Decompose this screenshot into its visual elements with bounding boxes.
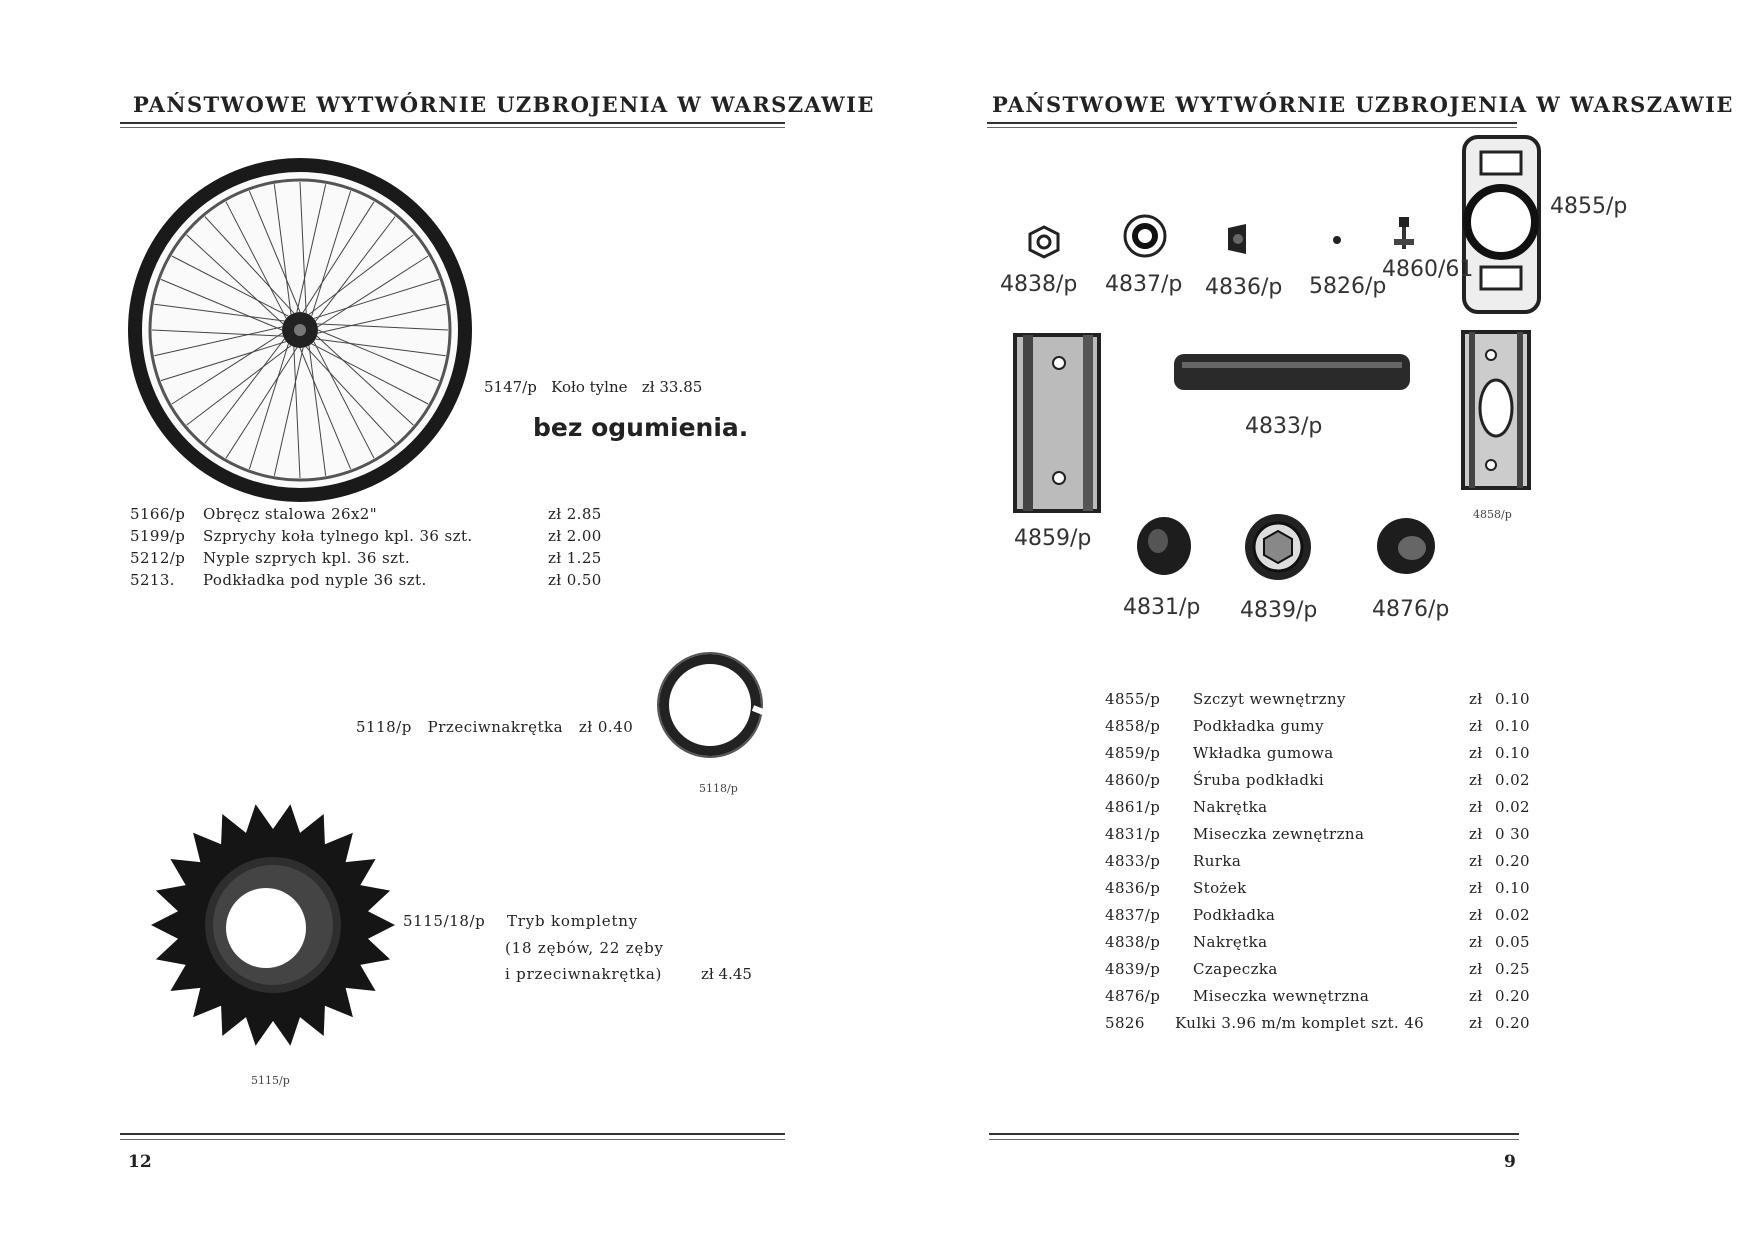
- footer-rule-thin: [989, 1139, 1519, 1140]
- part-4860-bolt-illustration: [1390, 215, 1418, 257]
- part-4831-cup-illustration: [1134, 515, 1194, 577]
- part-code: 5212/p: [130, 549, 186, 567]
- right-part-row: [1105, 744, 1535, 766]
- part-code: 4858/p: [1105, 717, 1161, 735]
- label-4876: 4876/p: [1372, 597, 1450, 622]
- label-4831: 4831/p: [1123, 595, 1201, 620]
- part-currency: zł: [1469, 798, 1483, 816]
- wheel-price: zł 33.85: [641, 378, 703, 396]
- part-price: 0.10: [1495, 879, 1530, 897]
- label-4838: 4838/p: [1000, 272, 1078, 297]
- left-part-row: [130, 527, 630, 547]
- part-4836-cone-illustration: [1222, 222, 1252, 256]
- left-part-row: [130, 571, 630, 591]
- part-code: 4831/p: [1105, 825, 1161, 843]
- freewheel-image-label: 5115/p: [251, 1074, 290, 1087]
- label-5826: 5826/p: [1309, 274, 1387, 299]
- right-page-number: 9: [1504, 1152, 1516, 1172]
- part-desc: Miseczka zewnętrzna: [1193, 825, 1365, 843]
- part-4837-washer-illustration: [1121, 212, 1169, 260]
- wheel-caption: [484, 378, 702, 396]
- label-4859: 4859/p: [1014, 526, 1092, 551]
- right-part-row: [1105, 879, 1535, 901]
- part-currency: zł: [1469, 906, 1483, 924]
- part-code: 4876/p: [1105, 987, 1161, 1005]
- freewheel-line2: (18 zębów, 22 zęby: [505, 939, 664, 957]
- part-desc: Rurka: [1193, 852, 1242, 870]
- part-price: 0 30: [1495, 825, 1530, 843]
- footer-rule: [989, 1133, 1519, 1135]
- right-part-row: [1105, 771, 1535, 793]
- part-code: 4833/p: [1105, 852, 1161, 870]
- footer-rule: [120, 1133, 785, 1135]
- label-4858: 4858/p: [1473, 508, 1512, 521]
- part-desc: Kulki 3.96 m/m komplet szt. 46: [1175, 1014, 1425, 1032]
- label-4839: 4839/p: [1240, 598, 1318, 623]
- part-code: 4837/p: [1105, 906, 1161, 924]
- part-desc: Podkładka gumy: [1193, 717, 1324, 735]
- right-part-row: [1105, 852, 1535, 874]
- part-desc: Szprychy koła tylnego kpl. 36 szt.: [203, 527, 473, 545]
- right-page-header: PAŃSTWOWE WYTWÓRNIE UZBROJENIA W WARSZAWIE: [992, 92, 1734, 117]
- part-4833-tube-illustration: [1172, 350, 1412, 394]
- freewheel-line3: i przeciwnakrętka): [505, 965, 663, 983]
- part-price: zł 1.25: [548, 549, 602, 567]
- part-currency: zł: [1469, 744, 1483, 762]
- wheel-name: Koło tylne: [551, 378, 628, 396]
- locknut-name: Przeciwnakrętka: [427, 718, 564, 736]
- part-desc: Obręcz stalowa 26x2": [203, 505, 378, 523]
- part-price: 0.20: [1495, 852, 1530, 870]
- right-part-row: [1105, 933, 1535, 955]
- part-desc: Czapeczka: [1193, 960, 1278, 978]
- part-code: 5826: [1105, 1014, 1145, 1032]
- locknut-illustration: [655, 650, 765, 760]
- right-part-row: [1105, 1014, 1535, 1036]
- left-part-row: [130, 505, 630, 525]
- locknut-image-label: 5118/p: [699, 782, 738, 795]
- part-desc: Miseczka wewnętrzna: [1193, 987, 1370, 1005]
- label-4836: 4836/p: [1205, 275, 1283, 300]
- part-4855-illustration: [1454, 132, 1549, 317]
- left-page-number: 12: [128, 1152, 152, 1172]
- part-desc: Podkładka: [1193, 906, 1276, 924]
- part-price: 0.02: [1495, 798, 1530, 816]
- part-desc: Wkładka gumowa: [1193, 744, 1334, 762]
- right-part-row: [1105, 960, 1535, 982]
- part-price: 0.02: [1495, 906, 1530, 924]
- part-5826-ball-illustration: [1331, 234, 1343, 246]
- freewheel-code: 5115/18/p: [403, 912, 486, 930]
- freewheel-line1: Tryb kompletny: [507, 912, 639, 930]
- part-code: 4836/p: [1105, 879, 1161, 897]
- wheel-code: 5147/p: [484, 378, 537, 396]
- locknut-caption: [356, 718, 633, 736]
- part-price: 0.25: [1495, 960, 1530, 978]
- header-rule: [987, 122, 1517, 124]
- part-4858-illustration: [1461, 330, 1531, 490]
- right-part-row: [1105, 987, 1535, 1009]
- part-currency: zł: [1469, 825, 1483, 843]
- label-4837: 4837/p: [1105, 272, 1183, 297]
- part-currency: zł: [1469, 852, 1483, 870]
- part-code: 4859/p: [1105, 744, 1161, 762]
- left-part-row: [130, 549, 630, 569]
- part-price: 0.10: [1495, 717, 1530, 735]
- left-page-header: PAŃSTWOWE WYTWÓRNIE UZBROJENIA W WARSZAWIE: [133, 92, 875, 117]
- part-price: 0.10: [1495, 690, 1530, 708]
- part-code: 4860/p: [1105, 771, 1161, 789]
- freewheel-price: zł 4.45: [701, 965, 752, 983]
- part-code: 4839/p: [1105, 960, 1161, 978]
- part-price: 0.05: [1495, 933, 1530, 951]
- part-price: 0.20: [1495, 987, 1530, 1005]
- part-price: zł 2.00: [548, 527, 602, 545]
- part-desc: Podkładka pod nyple 36 szt.: [203, 571, 427, 589]
- part-desc: Szczyt wewnętrzny: [1193, 690, 1346, 708]
- footer-rule-thin: [120, 1139, 785, 1140]
- right-part-row: [1105, 825, 1535, 847]
- label-4833: 4833/p: [1245, 414, 1323, 439]
- header-rule: [120, 122, 785, 124]
- part-4838-nut-illustration: [1027, 225, 1061, 259]
- right-page: [877, 0, 1754, 1240]
- part-currency: zł: [1469, 690, 1483, 708]
- locknut-price: zł 0.40: [578, 718, 634, 736]
- part-code: 5199/p: [130, 527, 186, 545]
- part-currency: zł: [1469, 717, 1483, 735]
- part-currency: zł: [1469, 771, 1483, 789]
- part-currency: zł: [1469, 987, 1483, 1005]
- part-4859-illustration: [1013, 333, 1101, 513]
- part-currency: zł: [1469, 933, 1483, 951]
- right-part-row: [1105, 690, 1535, 712]
- part-desc: Śruba podkładki: [1193, 771, 1325, 789]
- part-4839-cap-illustration: [1242, 511, 1314, 583]
- part-desc: Nakrętka: [1193, 933, 1268, 951]
- freewheel-sprocket-illustration: [148, 800, 398, 1050]
- label-4860: 4860/61: [1382, 257, 1474, 282]
- right-part-row: [1105, 906, 1535, 928]
- label-4855: 4855/p: [1550, 194, 1628, 219]
- part-desc: Stożek: [1193, 879, 1247, 897]
- part-code: 4838/p: [1105, 933, 1161, 951]
- part-price: zł 2.85: [548, 505, 602, 523]
- wheel-note: bez ogumienia.: [533, 413, 749, 442]
- part-currency: zł: [1469, 960, 1483, 978]
- part-code: 4855/p: [1105, 690, 1161, 708]
- part-desc: Nyple szprych kpl. 36 szt.: [203, 549, 410, 567]
- header-rule-thin: [987, 127, 1517, 128]
- part-4876-cup-illustration: [1374, 515, 1438, 577]
- locknut-code: 5118/p: [356, 718, 412, 736]
- part-currency: zł: [1469, 1014, 1483, 1032]
- part-code: 4861/p: [1105, 798, 1161, 816]
- part-price: 0.10: [1495, 744, 1530, 762]
- part-price: 0.02: [1495, 771, 1530, 789]
- part-desc: Nakrętka: [1193, 798, 1268, 816]
- right-part-row: [1105, 798, 1535, 820]
- right-part-row: [1105, 717, 1535, 739]
- part-code: 5166/p: [130, 505, 186, 523]
- part-currency: zł: [1469, 879, 1483, 897]
- part-code: 5213.: [130, 571, 175, 589]
- part-price: zł 0.50: [548, 571, 602, 589]
- part-price: 0.20: [1495, 1014, 1530, 1032]
- rear-wheel-illustration: [130, 160, 470, 500]
- header-rule-thin: [120, 127, 785, 128]
